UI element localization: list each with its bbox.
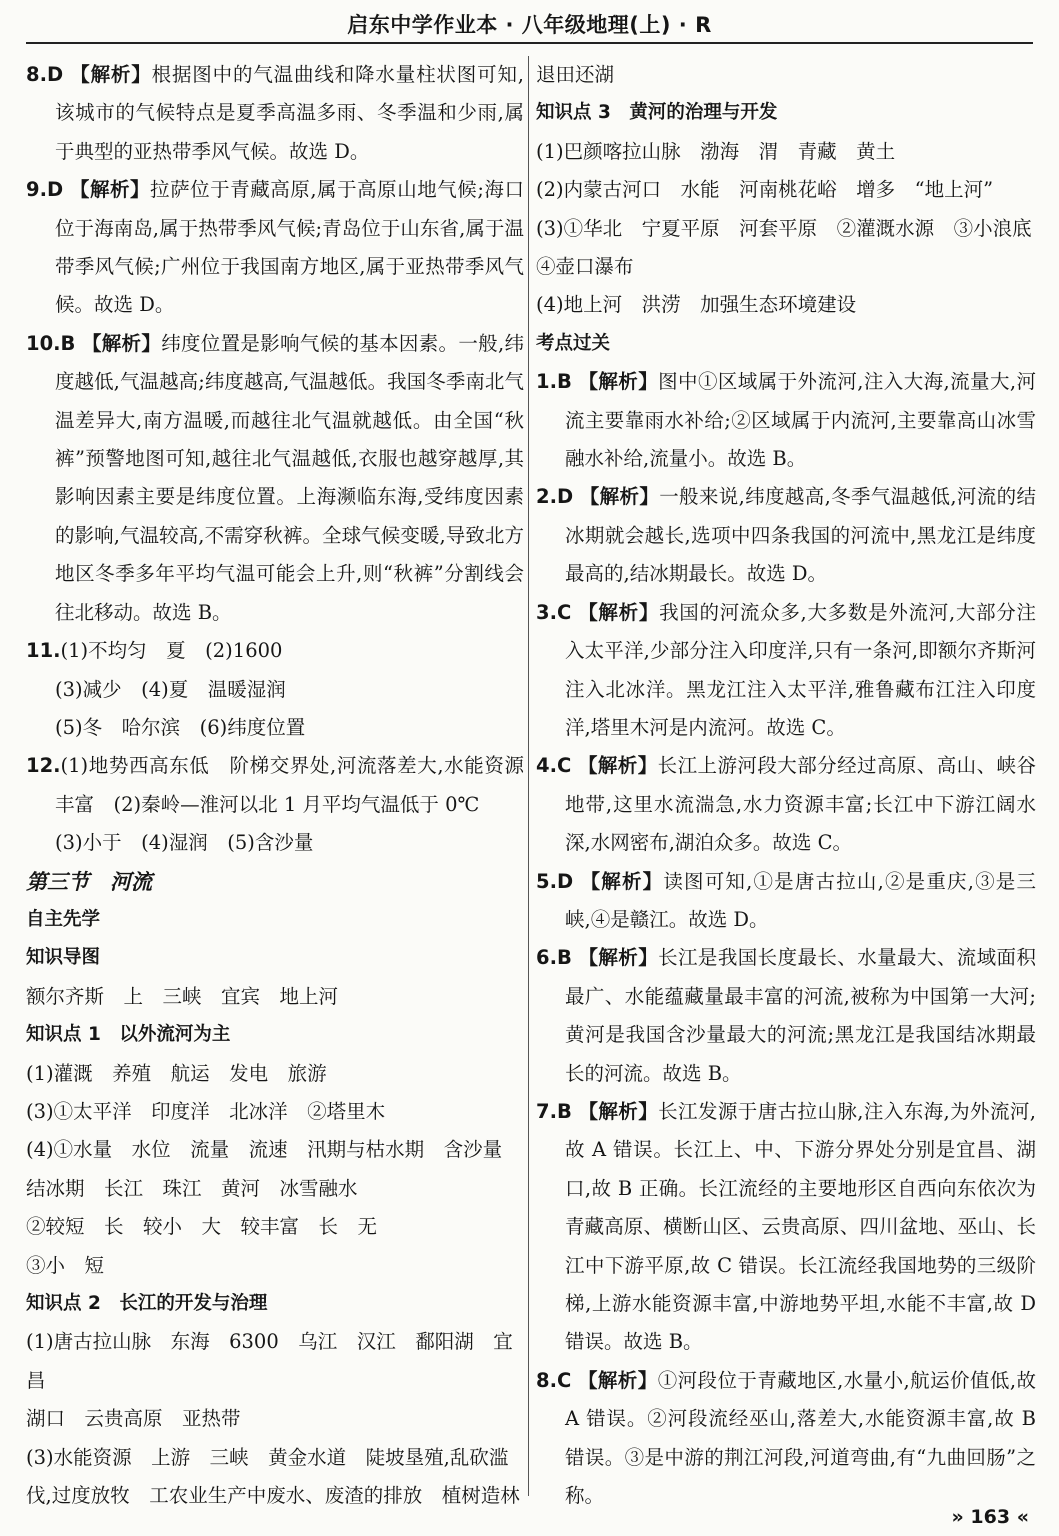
section-title: 第三节 河流 [26, 869, 152, 894]
kp3-line-3: (3)①华北 宁夏平原 河套平原 ②灌溉水源 ③小浪底 [536, 216, 1032, 240]
kp1-line-1: (1)灌溉 养殖 航运 发电 旅游 [26, 1061, 327, 1085]
answer-12-line-2: (3)小于 (4)湿润 (5)含沙量 [55, 831, 314, 855]
kp1-line-3: (4)①水量 水位 流量 流速 汛期与枯水期 含沙量 [26, 1138, 503, 1162]
column-divider [528, 56, 529, 1496]
subsection-self-study: 自主先学 [26, 908, 101, 930]
answer-8: 8.D 【解析】根据图中的气温曲线和降水量柱状图可知,该城市的气候特点是夏季高温多雨、冬季温和少雨,属于典型的亚热带季风气候。故选 D。 [26, 63, 524, 163]
answer-11-line-3: (5)冬 哈尔滨 (6)纬度位置 [55, 715, 306, 739]
checkpoint-1: 1.B 【解析】图中①区域属于外流河,注入大海,流量大,河流主要靠雨水补给;②区域属于内流河,主要靠高山冰雪融水补给,流量小。故选 B。 [536, 370, 1036, 471]
subsection-knowledge-map: 知识导图 [26, 947, 101, 969]
header-title: 启东中学作业本 · 八年级地理(上) · R [347, 13, 712, 37]
answer-11-line-2: (3)减少 (4)夏 温暖湿润 [55, 677, 286, 701]
kp3-line-2: (2)内蒙古河口 水能 河南桃花峪 增多 “地上河” [536, 178, 994, 202]
kp1-line-2: (3)①太平洋 印度洋 北冰洋 ②塔里木 [26, 1099, 386, 1123]
answer-11: 11.(1)不均匀 夏 (2)1600 [26, 639, 283, 663]
knowledge-point-2: 知识点 2 长江的开发与治理 [26, 1293, 268, 1314]
kp3-line-4: ④壶口瀑布 [536, 255, 634, 279]
kp2-line-1: (1)唐古拉山脉 东海 6300 乌江 汉江 鄱阳湖 宜昌 [26, 1330, 513, 1392]
checkpoint-4: 4.C 【解析】长江上游河段大部分经过高原、高山、峡谷地带,这里水流湍急,水力资源丰富;长江中下游江阔水深,水网密布,湖泊众多。故选 C。 [536, 754, 1036, 855]
answer-12: 12.(1)地势西高东低 阶梯交界处,河流落差大,水能资源丰富 (2)秦岭—淮河以北 1 月平均气温低于 0℃ [26, 754, 524, 816]
kp2-line-2: 湖口 云贵高原 亚热带 [26, 1407, 241, 1431]
checkpoint-3: 3.C 【解析】我国的河流众多,大多数是外流河,大部分注入太平洋,少部分注入印度洋,只有一条河,即额尔齐斯河注入北冰洋。黑龙江注入太平洋,雅鲁藏布江注入印度洋,塔里木河是内流河。故选 C。 [536, 600, 1036, 739]
kp1-line-5: ②较短 长 较小 大 较丰富 长 无 [26, 1215, 378, 1239]
checkpoint-7: 7.B 【解析】长江发源于唐古拉山脉,注入东海,为外流河,故 A 错误。长江上、中、下游分界处分别是宜昌、湖口,故 B 正确。长江流经的主要地形区自西向东依次为青藏高原、横断山区、云贵高原、四川盆地、巫山、长江中下游平原,故 C 错误。长江流经我国地势的三级阶梯,上游水能资源丰富,中游地势平坦,水能不丰富,故 D 错误。故选 B。 [536, 1099, 1036, 1354]
checkpoint-8: 8.C 【解析】①河段位于青藏地区,水量小,航运价值低,故 A 错误。②河段流经巫山,落差大,水能资源丰富,故 B 错误。③是中游的荆江河段,河道弯曲,有“九曲回肠”之称。 [536, 1368, 1036, 1508]
checkpoint-6: 6.B 【解析】长江是我国长度最长、水量最大、流域面积最广、水能蕴藏量最丰富的河流,被称为中国第一大河;黄河是我国含沙量最大的河流;黑龙江是我国结冰期最长的河流。故选 B。 [536, 946, 1036, 1085]
checkpoint-2: 2.D 【解析】一般来说,纬度越高,冬季气温越低,河流的结冰期就会越长,选项中四条我国的河流中,黑龙江是纬度最高的,结冰期最长。故选 D。 [536, 485, 1036, 586]
answer-10: 10.B 【解析】纬度位置是影响气候的基本因素。一般,纬度越低,气温越高;纬度越高,气温越低。我国冬季南北气温差异大,南方温暖,而越往北气温就越低。由全国“秋裤”预警地图可知,越往北气温越低,衣服也越穿越厚,其影响因素主要是纬度位置。上海濒临东海,受纬度因素的影响,气温较高,不需穿秋裤。全球气候变暖,导致北方地区冬季多年平均气温可能会上升,则“秋裤”分割线会往北移动。故选 B。 [26, 331, 524, 624]
knowledge-point-3: 知识点 3 黄河的治理与开发 [536, 102, 778, 124]
right-column [536, 56, 1036, 1515]
page-number: » 163 « [951, 1506, 1029, 1528]
left-column [26, 56, 524, 1515]
kp1-line-6: ③小 短 [26, 1253, 105, 1277]
kp3-line-5: (4)地上河 洪涝 加强生态环境建设 [536, 293, 857, 317]
checkpoint-5: 5.D 【解析】读图可知,①是唐古拉山,②是重庆,③是三峡,④是赣江。故选 D。 [536, 869, 1036, 931]
kp3-line-1: (1)巴颜喀拉山脉 渤海 渭 青藏 黄土 [536, 139, 896, 163]
subsection-checkpoint: 考点过关 [536, 332, 611, 354]
continued-line: 退田还湖 [536, 63, 615, 86]
knowledge-point-1: 知识点 1 以外流河为主 [26, 1024, 231, 1046]
kp2-line-3: (3)水能资源 上游 三峡 黄金水道 陡坡垦殖,乱砍滥伐,过度放牧 工农业生产中废水、废渣的排放 植树造林 [26, 1445, 520, 1508]
knowledge-map-line: 额尔齐斯 上 三峡 宜宾 地上河 [26, 984, 339, 1008]
page-header [26, 8, 1033, 44]
answer-9: 9.D 【解析】拉萨位于青藏高原,属于高原山地气候;海口位于海南岛,属于热带季风气候;青岛位于山东省,属于温带季风气候;广州位于我国南方地区,属于亚热带季风气候。故选 D。 [26, 178, 524, 317]
kp1-line-4: 结冰期 长江 珠江 黄河 冰雪融水 [26, 1176, 358, 1200]
